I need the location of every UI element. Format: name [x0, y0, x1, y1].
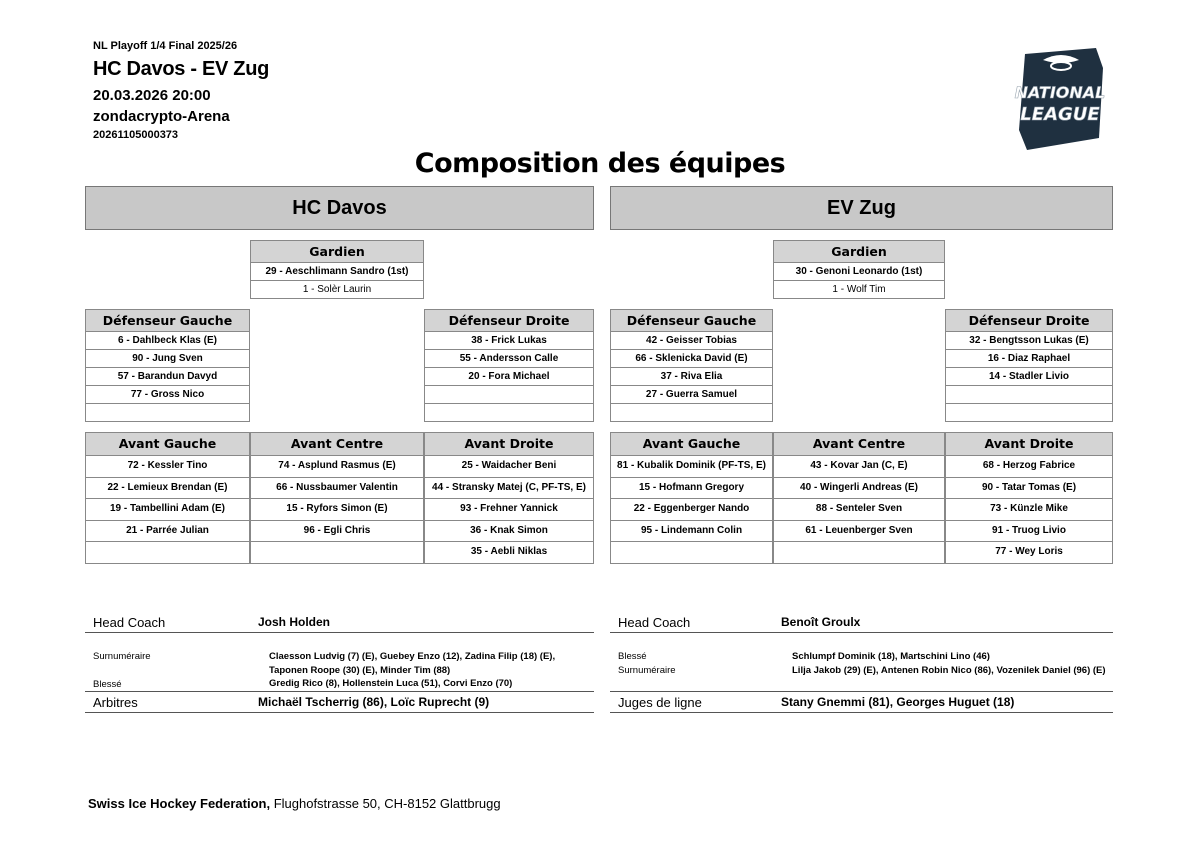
away-def-right-title: Défenseur Droite: [946, 310, 1112, 332]
home-coach-row: [85, 613, 594, 633]
home-fwd-right-5: 35 - Aebli Niklas: [425, 542, 593, 564]
away-def-left-4: 27 - Guerra Samuel: [611, 386, 772, 404]
away-fwd-center-box: [773, 432, 945, 564]
home-def-right-5: [425, 404, 593, 422]
home-fwd-left-2: 22 - Lemieux Brendan (E): [86, 478, 249, 500]
away-goalie-box: [773, 240, 945, 299]
away-fwd-right-2: 90 - Tatar Tomas (E): [946, 478, 1112, 500]
home-fwd-left-4: 21 - Parrée Julian: [86, 521, 249, 543]
away-fwd-center-1: 43 - Kovar Jan (C, E): [774, 456, 944, 478]
away-extra-label: Surnuméraire: [618, 665, 676, 676]
logo-line2: LEAGUE: [1020, 104, 1100, 125]
home-goalie-2: 1 - Solèr Laurin: [251, 281, 423, 299]
away-def-right-2: 16 - Diaz Raphael: [946, 350, 1112, 368]
home-fwd-right-1: 25 - Waidacher Beni: [425, 456, 593, 478]
away-fwd-right-title: Avant Droite: [946, 433, 1112, 456]
away-def-left-2: 66 - Sklenicka David (E): [611, 350, 772, 368]
home-def-left-1: 6 - Dahlbeck Klas (E): [86, 332, 249, 350]
away-fwd-left-box: [610, 432, 773, 564]
away-def-right-1: 32 - Bengtsson Lukas (E): [946, 332, 1112, 350]
away-officials-label: Juges de ligne: [618, 695, 702, 710]
away-goalie-title: Gardien: [774, 241, 944, 263]
document-title: Composition des équipes: [414, 148, 786, 179]
home-fwd-right-3: 93 - Frehner Yannick: [425, 499, 593, 521]
home-def-left-5: [86, 404, 249, 422]
home-def-left-title: Défenseur Gauche: [86, 310, 249, 332]
home-fwd-left-title: Avant Gauche: [86, 433, 249, 456]
home-extra-value: Claesson Ludvig (7) (E), Guebey Enzo (12), Zadina Filip (18) (E), Taponen Roope (30) (E), Minder Tim (88): [269, 651, 556, 676]
away-def-left-3: 37 - Riva Elia: [611, 368, 772, 386]
home-extra-label: Surnuméraire: [93, 651, 151, 662]
home-fwd-right-title: Avant Droite: [425, 433, 593, 456]
home-def-right-3: 20 - Fora Michael: [425, 368, 593, 386]
home-def-right-4: [425, 386, 593, 404]
home-fwd-center-title: Avant Centre: [251, 433, 423, 456]
home-def-left-box: [85, 309, 250, 422]
home-goalie-title: Gardien: [251, 241, 423, 263]
home-def-left-4: 77 - Gross Nico: [86, 386, 249, 404]
away-def-left-5: [611, 404, 772, 422]
away-def-left-box: [610, 309, 773, 422]
game-id: 20261105000373: [93, 129, 179, 141]
match-datetime: 20.03.2026 20:00: [93, 87, 211, 104]
match-title: HC Davos - EV Zug: [93, 58, 270, 80]
away-fwd-center-title: Avant Centre: [774, 433, 944, 456]
match-venue: zondacrypto-Arena: [93, 108, 230, 125]
away-fwd-left-2: 15 - Hofmann Gregory: [611, 478, 772, 500]
away-fwd-left-title: Avant Gauche: [611, 433, 772, 456]
home-fwd-left-1: 72 - Kessler Tino: [86, 456, 249, 478]
away-fwd-right-1: 68 - Herzog Fabrice: [946, 456, 1112, 478]
away-coach-row: [610, 613, 1113, 633]
away-extra-value: Lilja Jakob (29) (E), Antenen Robin Nico (86), Vozenilek Daniel (96) (E): [792, 665, 1106, 676]
away-fwd-center-2: 40 - Wingerli Andreas (E): [774, 478, 944, 500]
home-fwd-center-5: [251, 542, 423, 564]
home-fwd-center-3: 15 - Ryfors Simon (E): [251, 499, 423, 521]
away-fwd-right-3: 73 - Künzle Mike: [946, 499, 1112, 521]
home-officials-names: Michaël Tscherrig (86), Loïc Ruprecht (9): [258, 695, 490, 709]
away-officials-row: [610, 693, 1113, 713]
logo-line1: NATIONAL: [1014, 83, 1106, 102]
away-coach-name: Benoît Groulx: [781, 615, 861, 629]
footer-org: Swiss Ice Hockey Federation,: [88, 796, 271, 811]
footer-address: Flughofstrasse 50, CH-8152 Glattbrugg: [270, 796, 501, 811]
away-fwd-center-3: 88 - Senteler Sven: [774, 499, 944, 521]
away-def-left-title: Défenseur Gauche: [611, 310, 772, 332]
home-divider: [85, 691, 594, 692]
away-coach-label: Head Coach: [618, 615, 691, 630]
away-fwd-right-5: 77 - Wey Loris: [946, 542, 1112, 564]
home-def-right-box: [424, 309, 594, 422]
home-team-header: HC Davos: [85, 186, 594, 230]
away-def-left-1: 42 - Geisser Tobias: [611, 332, 772, 350]
home-officials-row: [85, 693, 594, 713]
home-goalie-1: 29 - Aeschlimann Sandro (1st): [251, 263, 423, 281]
home-fwd-right-box: [424, 432, 594, 564]
footer: [88, 796, 501, 811]
away-officials-names: Stany Gnemmi (81), Georges Huguet (18): [781, 695, 1015, 709]
away-team-header: EV Zug: [610, 186, 1113, 230]
home-def-left-2: 90 - Jung Sven: [86, 350, 249, 368]
home-fwd-right-2: 44 - Stransky Matej (C, PF-TS, E): [425, 478, 593, 500]
home-def-right-title: Défenseur Droite: [425, 310, 593, 332]
home-fwd-center-1: 74 - Asplund Rasmus (E): [251, 456, 423, 478]
home-injured-value: Gredig Rico (8), Hollenstein Luca (51), Corvi Enzo (70): [269, 678, 513, 689]
home-fwd-left-box: [85, 432, 250, 564]
away-fwd-center-4: 61 - Leuenberger Sven: [774, 521, 944, 543]
away-fwd-left-1: 81 - Kubalik Dominik (PF-TS, E): [611, 456, 772, 478]
away-fwd-right-4: 91 - Truog Livio: [946, 521, 1112, 543]
away-def-right-4: [946, 386, 1112, 404]
home-goalie-box: [250, 240, 424, 299]
away-def-right-3: 14 - Stadler Livio: [946, 368, 1112, 386]
away-fwd-left-5: [611, 542, 772, 564]
home-fwd-left-5: [86, 542, 249, 564]
home-fwd-center-box: [250, 432, 424, 564]
away-divider: [610, 691, 1113, 692]
away-fwd-center-5: [774, 542, 944, 564]
home-fwd-center-4: 96 - Egli Chris: [251, 521, 423, 543]
home-fwd-left-3: 19 - Tambellini Adam (E): [86, 499, 249, 521]
home-injured-label: Blessé: [93, 679, 122, 690]
away-fwd-left-3: 22 - Eggenberger Nando: [611, 499, 772, 521]
home-fwd-right-4: 36 - Knak Simon: [425, 521, 593, 543]
home-def-right-1: 38 - Frick Lukas: [425, 332, 593, 350]
home-def-right-2: 55 - Andersson Calle: [425, 350, 593, 368]
home-fwd-center-2: 66 - Nussbaumer Valentin: [251, 478, 423, 500]
away-def-right-5: [946, 404, 1112, 422]
away-fwd-right-box: [945, 432, 1113, 564]
away-def-right-box: [945, 309, 1113, 422]
home-def-left-3: 57 - Barandun Davyd: [86, 368, 249, 386]
away-injured-value: Schlumpf Dominik (18), Martschini Lino (46): [792, 651, 990, 662]
home-coach-name: Josh Holden: [258, 615, 331, 629]
away-fwd-left-4: 95 - Lindemann Colin: [611, 521, 772, 543]
home-coach-label: Head Coach: [93, 615, 166, 630]
away-goalie-1: 30 - Genoni Leonardo (1st): [774, 263, 944, 281]
home-officials-label: Arbitres: [93, 695, 138, 710]
league-label: NL Playoff 1/4 Final 2025/26: [93, 40, 238, 52]
away-injured-label: Blessé: [618, 651, 647, 662]
away-goalie-2: 1 - Wolf Tim: [774, 281, 944, 299]
national-league-logo: [1013, 46, 1108, 154]
